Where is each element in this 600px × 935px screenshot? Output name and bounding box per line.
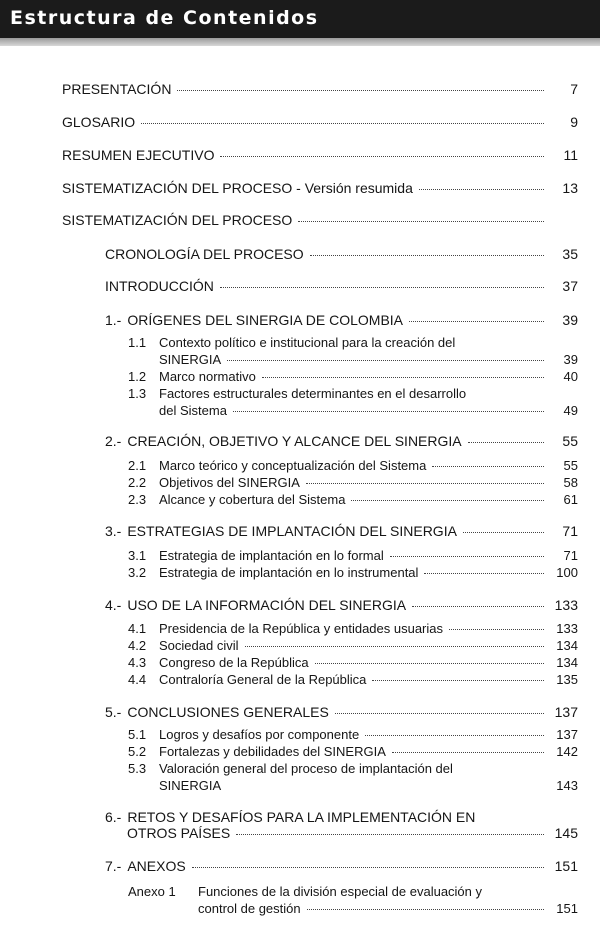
leader-dots: [236, 834, 544, 835]
page-number: 71: [562, 523, 578, 539]
page-number: 143: [556, 778, 578, 793]
toc-item-3-2[interactable]: 3.2 Estrategia de implantación en lo instrumental 100: [128, 565, 578, 580]
toc-item-1-1-cont[interactable]: SINERGIA 39: [159, 352, 578, 367]
leader-dots: [351, 500, 544, 501]
toc-section-5[interactable]: 5.- CONCLUSIONES GENERALES 137: [105, 704, 578, 720]
toc-item-1-1[interactable]: 1.1 Contexto político e institucional para la creación del: [128, 335, 456, 350]
toc-item-4-3[interactable]: 4.3 Congreso de la República 134: [128, 655, 578, 670]
page-number: 7: [570, 81, 578, 97]
toc-entry-sistematizacion[interactable]: SISTEMATIZACIÓN DEL PROCESO: [62, 212, 578, 228]
page-number: 134: [556, 638, 578, 653]
page-number: 13: [562, 180, 578, 196]
leader-dots: [365, 735, 544, 736]
toc-section-2[interactable]: 2.- CREACIÓN, OBJETIVO Y ALCANCE DEL SINERGIA 55: [105, 433, 578, 449]
toc-entry-presentacion[interactable]: PRESENTACIÓN 7: [62, 81, 578, 97]
toc-section-6-cont[interactable]: OTROS PAÍSES 145: [127, 825, 578, 841]
leader-dots: [306, 483, 544, 484]
section-number: 5.-: [105, 704, 122, 720]
toc-item-4-2[interactable]: 4.2 Sociedad civil 134: [128, 638, 578, 653]
page-number: 40: [563, 369, 578, 384]
leader-dots: [419, 189, 544, 190]
page-number: 49: [563, 403, 578, 418]
page-number: 61: [563, 492, 578, 507]
leader-dots: [177, 90, 544, 91]
leader-dots: [233, 411, 544, 412]
leader-dots: [432, 466, 544, 467]
leader-dots: [310, 255, 544, 256]
page-title: Estructura de Contenidos: [10, 7, 319, 29]
page-number: 58: [563, 475, 578, 490]
page-number: 151: [556, 901, 578, 916]
page-number: 9: [570, 114, 578, 130]
page-number: 11: [563, 147, 578, 163]
toc-entry-glosario[interactable]: GLOSARIO 9: [62, 114, 578, 130]
toc-section-4[interactable]: 4.- USO DE LA INFORMACIÓN DEL SINERGIA 133: [105, 597, 578, 613]
page-number: 55: [562, 433, 578, 449]
page-number: 55: [563, 458, 578, 473]
toc-item-5-3-cont[interactable]: SINERGIA 143: [159, 778, 578, 793]
leader-dots: [298, 221, 544, 222]
page-number: 151: [554, 858, 578, 874]
page-number: 142: [556, 744, 578, 759]
leader-dots: [449, 629, 544, 630]
leader-dots: [262, 377, 544, 378]
page-number: 37: [562, 278, 578, 294]
page-number: 39: [563, 352, 578, 367]
toc-item-2-2[interactable]: 2.2 Objetivos del SINERGIA 58: [128, 475, 578, 490]
section-number: 2.-: [105, 433, 122, 449]
toc-annex-1-cont[interactable]: control de gestión 151: [198, 901, 578, 916]
toc-annex-1[interactable]: Anexo 1 Funciones de la división especial de evaluación y: [128, 884, 483, 899]
leader-dots: [220, 287, 544, 288]
toc-entry-resumen-ejecutivo[interactable]: RESUMEN EJECUTIVO 11: [62, 147, 578, 163]
leader-dots: [335, 713, 544, 714]
leader-dots: [392, 752, 544, 753]
toc-section-6[interactable]: 6.- RETOS Y DESAFÍOS PARA LA IMPLEMENTACIÓN EN: [105, 809, 476, 825]
leader-dots: [409, 321, 544, 322]
page-number: 145: [554, 825, 578, 841]
toc-item-5-1[interactable]: 5.1 Logros y desafíos por componente 137: [128, 727, 578, 742]
page-number: 71: [563, 548, 578, 563]
section-number: 3.-: [105, 523, 122, 539]
leader-dots: [390, 556, 544, 557]
toc-entry-cronologia[interactable]: CRONOLOGÍA DEL PROCESO 35: [105, 246, 578, 262]
leader-dots: [463, 532, 544, 533]
toc-item-5-3[interactable]: 5.3 Valoración general del proceso de implantación del: [128, 761, 453, 776]
section-number: 1.-: [105, 312, 122, 328]
page-number: 133: [556, 621, 578, 636]
leader-dots: [245, 646, 545, 647]
leader-dots: [192, 867, 544, 868]
section-number: 4.-: [105, 597, 122, 613]
toc-section-7[interactable]: 7.- ANEXOS 151: [105, 858, 578, 874]
toc-item-3-1[interactable]: 3.1 Estrategia de implantación en lo formal 71: [128, 548, 578, 563]
page-number: 137: [554, 704, 578, 720]
toc-section-3[interactable]: 3.- ESTRATEGIAS DE IMPLANTACIÓN DEL SINERGIA 71: [105, 523, 578, 539]
leader-dots: [424, 573, 544, 574]
section-number: 6.-: [105, 809, 122, 825]
leader-dots: [307, 909, 544, 910]
toc-item-4-1[interactable]: 4.1 Presidencia de la República y entidades usuarias 133: [128, 621, 578, 636]
page-number: 134: [556, 655, 578, 670]
toc-item-5-2[interactable]: 5.2 Fortalezas y debilidades del SINERGIA 142: [128, 744, 578, 759]
leader-dots: [412, 606, 544, 607]
page-number: 137: [556, 727, 578, 742]
toc-item-1-2[interactable]: 1.2 Marco normativo 40: [128, 369, 578, 384]
toc-entry-sistematizacion-resumida[interactable]: SISTEMATIZACIÓN DEL PROCESO - Versión resumida 13: [62, 180, 578, 196]
leader-dots: [372, 680, 544, 681]
toc-item-2-1[interactable]: 2.1 Marco teórico y conceptualización del Sistema 55: [128, 458, 578, 473]
toc-item-2-3[interactable]: 2.3 Alcance y cobertura del Sistema 61: [128, 492, 578, 507]
toc-item-1-3-cont[interactable]: del Sistema 49: [159, 403, 578, 418]
page-number: 35: [562, 246, 578, 262]
page-number: 135: [556, 672, 578, 687]
leader-dots: [220, 156, 544, 157]
leader-dots: [315, 663, 544, 664]
leader-dots: [227, 360, 544, 361]
header-rule: [0, 38, 600, 46]
section-number: 7.-: [105, 858, 122, 874]
toc-item-4-4[interactable]: 4.4 Contraloría General de la República 135: [128, 672, 578, 687]
toc-entry-introduccion[interactable]: INTRODUCCIÓN 37: [105, 278, 578, 294]
leader-dots: [468, 442, 544, 443]
toc-section-1[interactable]: 1.- ORÍGENES DEL SINERGIA DE COLOMBIA 39: [105, 312, 578, 328]
page-number: 100: [556, 565, 578, 580]
header-bar: [0, 0, 600, 38]
leader-dots: [141, 123, 544, 124]
toc-item-1-3[interactable]: 1.3 Factores estructurales determinantes en el desarrollo: [128, 386, 467, 401]
page-number: 133: [554, 597, 578, 613]
page-number: 39: [562, 312, 578, 328]
